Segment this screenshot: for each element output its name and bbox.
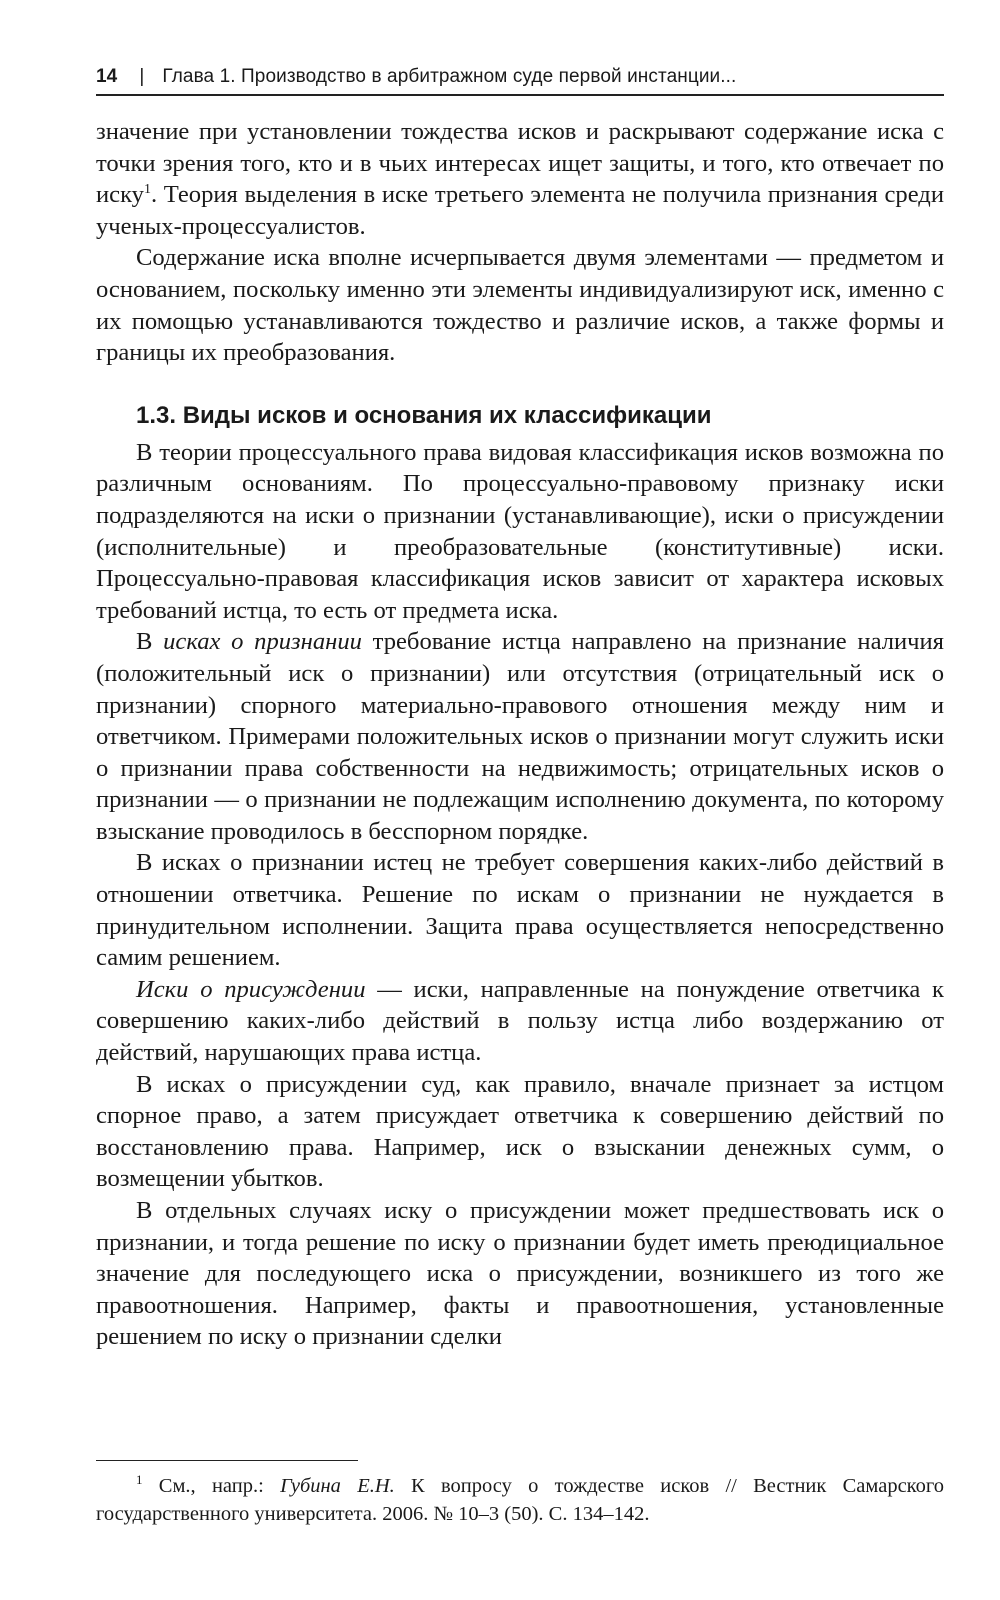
italic-term: исках о признании [163,628,362,656]
footnote-author: Губина Е.Н. [280,1475,395,1497]
book-page [96,52,944,1582]
footnote-reference[interactable]: 1 [143,182,151,197]
paragraph-text: . Теория выделения в иске третьего элемента не получила признания среди ученых-процессуалистов. [96,181,944,240]
chapter-title: Глава 1. Производство в арбитражном суде первой инстанции... [162,66,737,87]
running-header [96,52,944,96]
paragraph-text: — иски, направленные на понуждение ответчика к совершению каких-либо действий в пользу истца либо воздержанию от действий, нарушающих права истца. [96,975,944,1067]
page-number: 14 [96,66,118,87]
main-text [96,116,944,1353]
footnote-text: К вопросу о тождестве исков // Вестник Самарского государственного университета. 2006. № 10–3 (50). С. 134–142. [96,1475,944,1525]
footnote-prefix: См., напр.: [142,1475,281,1497]
paragraph: В теории процессуального права видовая классификация исков возможна по различным основаниям. По процессуально-правовому признаку иски подразделяются на иски о признании (устанавливающие), иски о присуждении (исполнительные) и преобразовательные (конститутивные) иски. Процессуально-правовая классификация исков зависит от характера исковых требований истца, то есть от предмета иска. [96,438,944,624]
paragraph: Содержание иска вполне исчерпывается двумя элементами — предметом и основанием, поскольку именно эти элементы индивидуализируют иск, именно с их помощью устанавливаются тождество и различие исков, а также формы и границы их преобразования. [96,244,944,367]
paragraph-text: В [136,628,164,656]
paragraph-text: требование истца направлено на признание наличия (положительный иск о признании) или отсутствия (отрицательный иск о признании) спорного материально-правового отношения между ним и ответчиком. Примерами положительных исков о признании могут служить иски о признании права собственности на недвижимость; отрицательных исков о признании — о признании не подлежащим исполнению документа, по которому взыскание проводилось в бесспорном порядке. [96,628,944,845]
paragraph: В отдельных случаях иску о присуждении может предшествовать иск о признании, и тогда решение по иску о признании будет иметь преюдициальное значение для последующего иска о присуждении, возникшего из того же правоотношения. Например, факты и правоотношения, установленные решением по иску о признании сделки [96,1197,944,1351]
paragraph: В исках о признании истец не требует совершения каких-либо действий в отношении ответчика. Решение по искам о признании не нуждается в принудительном исполнении. Защита права осуществляется непосредственно самим решением. [96,849,944,972]
paragraph: В исках о присуждении суд, как правило, вначале признает за истцом спорное право, а затем присуждает ответчика к совершению действий по восстановлению права. Например, иск о взыскании денежных сумм, о возмещении убытков. [96,1070,944,1193]
footnote [96,1472,944,1528]
footnote-divider [96,1460,358,1461]
paragraph-continued [96,116,944,242]
italic-term: Иски о присуждении [136,975,366,1003]
section-heading: 1.3. Виды исков и основания их классификации [136,401,712,429]
paragraph [96,626,944,847]
paragraph [96,974,944,1069]
header-separator: | [139,66,145,87]
footnote-marker: 1 [136,1472,143,1488]
paragraph-text: значение при установлении тождества исков и раскрывают содержание иска с точки зрения того, кто и в чьих интересах ищет защиты, и того, кто отвечает по иску [96,118,944,209]
